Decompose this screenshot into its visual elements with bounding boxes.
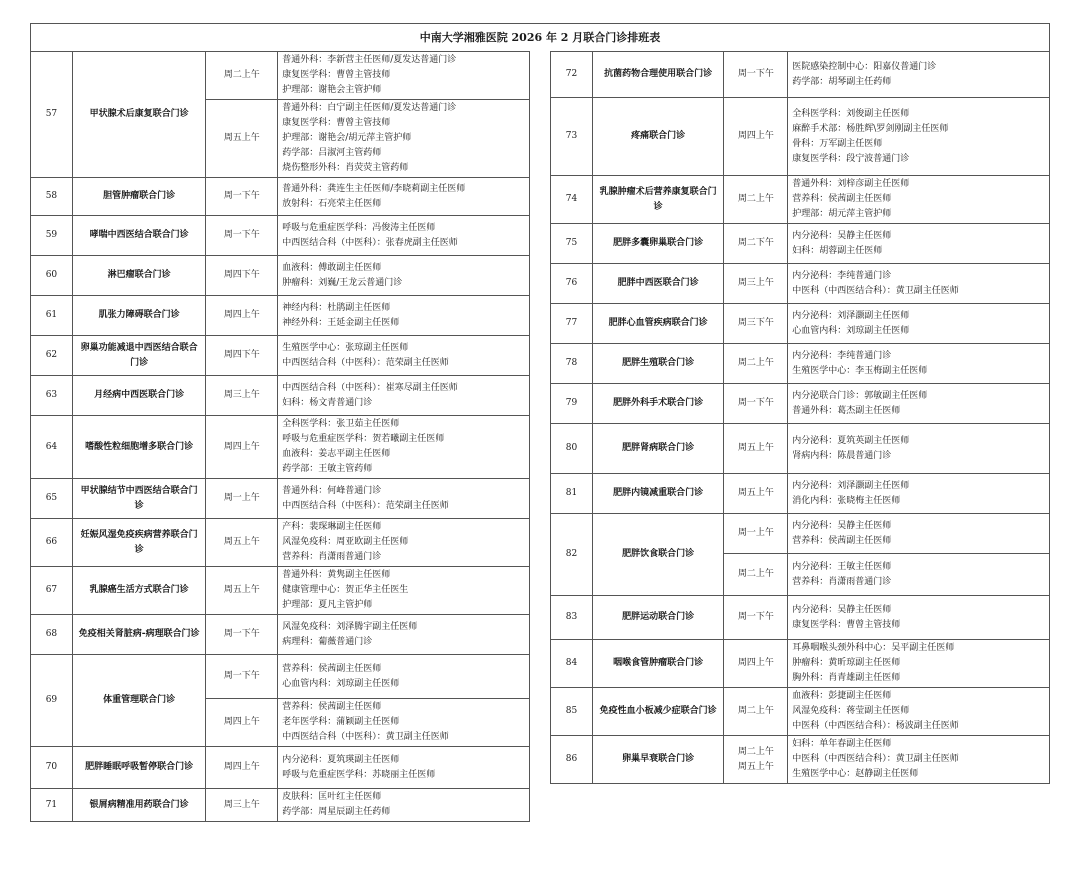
clinic-name: 肥胖多囊卵巢联合门诊 [592,224,724,264]
clinic-number: 67 [31,567,73,615]
doctor-line: 药学部：胡琴副主任药师 [792,76,892,87]
clinic-number: 79 [551,384,593,424]
clinic-doctors [788,688,1050,736]
table-row [551,176,1050,224]
clinic-time: 周三上午 [206,376,278,416]
doctor-line: 营养科：肖潇雨普通门诊 [792,576,892,587]
doctor-line: 中西医结合科（中医科）：范荣副主任医师 [282,357,449,368]
doctor-line: 全科医学科：张卫茹主任医师 [282,419,400,429]
doctor-line: 肾病内科：陈晨普通门诊 [792,450,892,461]
clinic-number: 84 [551,640,593,688]
doctor-line: 神经外科：王延金副主任医师 [282,317,400,328]
clinic-doctors [278,416,530,479]
clinic-time: 周四下午 [206,256,278,296]
clinic-number: 75 [551,224,593,264]
clinic-name: 肥胖心血管疾病联合门诊 [592,304,724,344]
doctor-line: 妇科：单年春副主任医师 [792,739,892,749]
doctor-line: 内分泌科：吴静主任医师 [792,230,892,241]
doctor-line: 营养科：肖潇雨普通门诊 [282,552,382,562]
doctor-line: 中西医结合科（中医科）：范荣副主任医师 [282,500,449,511]
schedule-table-left [30,51,530,822]
doctor-line: 营养科：侯茜副主任医师 [792,194,892,204]
table-row [551,514,1050,554]
doctor-line: 麻醉手术部：杨胜辉\罗剑刚副主任医师 [792,123,949,134]
doctor-line: 内分泌科：李纯普通门诊 [792,350,892,361]
clinic-time: 周二上午 [206,52,278,100]
clinic-name: 嗜酸性粒细胞增多联合门诊 [72,416,206,479]
clinic-doctors [788,224,1050,264]
clinic-doctors [278,567,530,615]
clinic-time: 周一下午 [206,178,278,216]
table-row [551,344,1050,384]
table-row [31,747,530,789]
doctor-line: 药学部：吕淑河主管药师 [282,148,382,158]
clinic-time: 周五上午 [206,519,278,567]
table-row [31,256,530,296]
clinic-time: 周一下午 [206,615,278,655]
doctor-line: 普通外科：刘梓彦副主任医师 [792,179,910,189]
clinic-time: 周四上午 [206,416,278,479]
clinic-name: 妊娠风湿免疫疾病营养联合门诊 [72,519,206,567]
clinic-number: 73 [551,98,593,176]
clinic-number: 68 [31,615,73,655]
clinic-doctors [278,747,530,789]
doctor-line: 血液科：彭捷副主任医师 [792,691,892,701]
doctor-line: 普通外科：龚连生主任医师/李晓莉副主任医师 [282,183,466,194]
doctor-line: 普通外科：葛杰副主任医师 [792,405,901,416]
doctor-line: 风湿免疫科：刘泽腾宇副主任医师 [282,621,418,632]
doctor-line: 产科：裴琛琳副主任医师 [282,522,382,532]
table-row [551,52,1050,98]
clinic-doctors [788,52,1050,98]
doctor-line: 放射科：石亮荣主任医师 [282,198,382,209]
doctor-line: 心血管内科：刘琼副主任医师 [282,678,400,689]
clinic-time: 周一下午 [206,655,278,699]
clinic-time: 周四下午 [206,336,278,376]
doctor-line: 普通外科：白宁副主任医师/夏发达普通门诊 [282,103,457,113]
clinic-number: 80 [551,424,593,474]
table-row [31,615,530,655]
clinic-name: 肥胖外科手术联合门诊 [592,384,724,424]
clinic-number: 63 [31,376,73,416]
clinic-time: 周五上午 [724,474,788,514]
clinic-time: 周三下午 [724,304,788,344]
clinic-time: 周二上午 周五上午 [724,736,788,784]
doctor-line: 血液科：傅敢副主任医师 [282,262,382,273]
doctor-line: 普通外科：黄隽副主任医师 [282,570,391,580]
clinic-number: 74 [551,176,593,224]
clinic-number: 64 [31,416,73,479]
clinic-name: 乳腺肿瘤术后营养康复联合门诊 [592,176,724,224]
table-row [551,640,1050,688]
clinic-name: 甲状腺结节中西医结合联合门诊 [72,479,206,519]
clinic-time: 周一下午 [724,384,788,424]
doctor-line: 营养科：侯茜副主任医师 [282,663,382,674]
doctor-line: 烧伤整形外科：肖荧荧主管药师 [282,163,409,173]
table-row [31,52,530,100]
clinic-time: 周四上午 [724,98,788,176]
clinic-time: 周四上午 [206,747,278,789]
table-row [551,424,1050,474]
clinic-doctors [788,474,1050,514]
clinic-doctors [788,264,1050,304]
doctor-line: 病理科：葡薇普通门诊 [282,636,373,647]
table-row [551,384,1050,424]
schedule-document [30,23,1050,822]
clinic-number: 72 [551,52,593,98]
doctor-line: 护理部：谢艳会/胡元萍主管护师 [282,133,412,143]
table-row [31,376,530,416]
schedule-table-right [550,51,1050,784]
doctor-line: 胸外科：肖青雄副主任医师 [792,673,901,683]
doctor-line: 护理部：夏凡主管护师 [282,600,373,610]
doctor-line: 普通外科：李新营主任医师/夏发达普通门诊 [282,55,457,65]
clinic-time: 周五上午 [724,424,788,474]
clinic-name: 体重管理联合门诊 [72,655,206,747]
doctor-line: 妇科：胡蓉副主任医师 [792,245,883,256]
table-row [31,296,530,336]
clinic-name: 抗菌药物合理使用联合门诊 [592,52,724,98]
doctor-line: 耳鼻咽喉头颈外科中心：吴平副主任医师 [792,643,955,653]
clinic-name: 乳腺癌生活方式联合门诊 [72,567,206,615]
doctor-line: 内分泌科：吴静主任医师 [792,604,892,615]
clinic-doctors [278,479,530,519]
clinic-name: 卵巢早衰联合门诊 [592,736,724,784]
table-row [31,178,530,216]
clinic-doctors [788,384,1050,424]
doctor-line: 消化内科：张晓梅主任医师 [792,495,901,506]
doctor-line: 呼吸与危重症医学科：冯俊涛主任医师 [282,222,436,233]
doctor-line: 药学部：王敏主管药师 [282,464,373,474]
doctor-line: 内分泌科：夏筑英副主任医师 [792,435,910,446]
clinic-doctors [788,736,1050,784]
doctor-line: 神经内科：杜鹃副主任医师 [282,302,391,313]
clinic-number: 65 [31,479,73,519]
doctor-line: 康复医学科：曹曾主管技师 [792,619,901,630]
clinic-name: 肥胖生殖联合门诊 [592,344,724,384]
doctor-line: 生殖医学中心：赵静副主任医师 [792,769,919,779]
clinic-number: 81 [551,474,593,514]
clinic-number: 76 [551,264,593,304]
table-row [31,567,530,615]
clinic-doctors [278,519,530,567]
clinic-doctors [788,424,1050,474]
clinic-doctors [788,304,1050,344]
clinic-name: 肥胖运动联合门诊 [592,596,724,640]
clinic-doctors [278,256,530,296]
clinic-time: 周一下午 [724,52,788,98]
doctor-line: 全科医学科：刘俊副主任医师 [792,108,910,119]
doctor-line: 医院感染控制中心：阳嘉仪普通门诊 [792,61,937,72]
doctor-line: 内分泌科：刘泽灏副主任医师 [792,480,910,491]
clinic-time: 周一下午 [206,216,278,256]
clinic-doctors [278,789,530,822]
clinic-number: 57 [31,52,73,178]
table-row [31,336,530,376]
table-row [551,736,1050,784]
doctor-line: 健康管理中心：贺正华主任医生 [282,585,409,595]
doctor-line: 生殖医学中心：张琼副主任医师 [282,342,409,353]
doctor-line: 中医科（中西医结合科）：黄卫副主任医师 [792,754,959,764]
doctor-line: 内分泌科：夏筑瑛副主任医师 [282,754,400,765]
doctor-line: 内分泌科：李纯普通门诊 [792,270,892,281]
clinic-name: 哮喘中西医结合联合门诊 [72,216,206,256]
clinic-number: 69 [31,655,73,747]
doctor-line: 中西医结合科（中医科）：张春虎副主任医师 [282,237,458,248]
doctor-line: 中医科（中西医结合科）：黄卫副主任医师 [792,285,959,296]
clinic-number: 61 [31,296,73,336]
doctor-line: 中医科（中西医结合科）：杨波副主任医师 [792,721,959,731]
clinic-time: 周二上午 [724,176,788,224]
doctor-line: 妇科：杨文青普通门诊 [282,397,373,408]
clinic-doctors [788,176,1050,224]
clinic-number: 85 [551,688,593,736]
clinic-name: 银屑病精准用药联合门诊 [72,789,206,822]
clinic-doctors [278,699,530,747]
clinic-name: 免疫相关肾脏病-病理联合门诊 [72,615,206,655]
clinic-number: 66 [31,519,73,567]
clinic-time: 周三上午 [724,264,788,304]
doctor-line: 康复医学科：曹曾主管技师 [282,70,391,80]
clinic-doctors [278,178,530,216]
clinic-number: 62 [31,336,73,376]
clinic-doctors [278,296,530,336]
doctor-line: 康复医学科：曹曾主管技师 [282,118,391,128]
clinic-doctors [788,640,1050,688]
clinic-doctors [788,514,1050,554]
clinic-name: 免疫性血小板减少症联合门诊 [592,688,724,736]
clinic-time: 周二上午 [724,554,788,596]
clinic-number: 71 [31,789,73,822]
clinic-number: 60 [31,256,73,296]
doctor-line: 内分泌科：王敏主任医师 [792,561,892,572]
doctor-line: 血液科：姜志平副主任医师 [282,449,391,459]
clinic-number: 77 [551,304,593,344]
clinic-number: 86 [551,736,593,784]
doctor-line: 呼吸与危重症医学科：苏晓丽主任医师 [282,769,436,780]
doctor-line: 呼吸与危重症医学科：贺若曦副主任医师 [282,434,445,444]
doctor-line: 中西医结合科（中医科）：黄卫副主任医师 [282,732,449,742]
clinic-name: 咽喉食管肿瘤联合门诊 [592,640,724,688]
table-row [31,479,530,519]
clinic-doctors [278,100,530,178]
doctor-line: 骨科：万军副主任医师 [792,138,883,149]
clinic-number: 78 [551,344,593,384]
table-row [551,98,1050,176]
table-row [31,789,530,822]
clinic-time: 周二上午 [724,688,788,736]
doctor-line: 皮肤科：匡叶红主任医师 [282,792,382,802]
clinic-time: 周一上午 [724,514,788,554]
doctor-line: 心血管内科：刘琼副主任医师 [792,325,910,336]
clinic-number: 83 [551,596,593,640]
clinic-name: 肌张力障碍联合门诊 [72,296,206,336]
doctor-line: 护理部：胡元萍主管护师 [792,209,892,219]
table-row [551,304,1050,344]
table-row [551,474,1050,514]
clinic-time: 周五上午 [206,100,278,178]
doctor-line: 康复医学科：段宁波普通门诊 [792,153,910,164]
clinic-name: 肥胖睡眠呼吸暂停联合门诊 [72,747,206,789]
clinic-name: 疼痛联合门诊 [592,98,724,176]
clinic-doctors [788,344,1050,384]
schedule-title: 中南大学湘雅医院 2026 年 2 月联合门诊排班表 [30,23,1050,51]
table-row [551,596,1050,640]
clinic-doctors [278,655,530,699]
clinic-name: 月经病中西医联合门诊 [72,376,206,416]
table-row [551,224,1050,264]
table-row [31,655,530,699]
clinic-time: 周四上午 [206,699,278,747]
table-row [551,688,1050,736]
clinic-doctors [788,98,1050,176]
doctor-line: 生殖医学中心：李玉梅副主任医师 [792,365,928,376]
doctor-line: 营养科：侯茜副主任医师 [792,535,892,546]
clinic-time: 周三上午 [206,789,278,822]
clinic-name: 胆管肿瘤联合门诊 [72,178,206,216]
table-row [31,519,530,567]
doctor-line: 肿瘤科：黄昕琼副主任医师 [792,658,901,668]
clinic-name: 肥胖肾病联合门诊 [592,424,724,474]
clinic-doctors [278,52,530,100]
clinic-time: 周一下午 [724,596,788,640]
clinic-name: 肥胖内镜减重联合门诊 [592,474,724,514]
doctor-line: 内分泌科：刘泽灏副主任医师 [792,310,910,321]
clinic-name: 肥胖饮食联合门诊 [592,514,724,596]
doctor-line: 中西医结合科（中医科）：崔寒尽副主任医师 [282,382,458,393]
clinic-time: 周四上午 [206,296,278,336]
clinic-number: 82 [551,514,593,596]
table-row [31,416,530,479]
doctor-line: 药学部：周星辰副主任药师 [282,807,391,817]
clinic-name: 肥胖中西医联合门诊 [592,264,724,304]
doctor-line: 普通外科：何峰普通门诊 [282,485,382,496]
clinic-number: 59 [31,216,73,256]
clinic-number: 58 [31,178,73,216]
doctor-line: 风湿免疫科：周亚欧副主任医师 [282,537,409,547]
doctor-line: 内分泌联合门诊：郭敏副主任医师 [792,390,928,401]
clinic-time: 周四上午 [724,640,788,688]
table-row [551,264,1050,304]
clinic-time: 周二下午 [724,224,788,264]
clinic-doctors [278,216,530,256]
doctor-line: 风湿免疫科：蒋莹副主任医师 [792,706,910,716]
clinic-time: 周二上午 [724,344,788,384]
doctor-line: 老年医学科：蒲颖副主任医师 [282,717,400,727]
table-row [31,216,530,256]
clinic-name: 淋巴瘤联合门诊 [72,256,206,296]
clinic-time: 周一上午 [206,479,278,519]
clinic-time: 周五上午 [206,567,278,615]
clinic-number: 70 [31,747,73,789]
clinic-name: 卵巢功能减退中西医结合联合门诊 [72,336,206,376]
doctor-line: 内分泌科：吴静主任医师 [792,520,892,531]
clinic-doctors [278,336,530,376]
doctor-line: 营养科：侯茜副主任医师 [282,702,382,712]
clinic-doctors [788,554,1050,596]
clinic-doctors [278,376,530,416]
clinic-name: 甲状腺术后康复联合门诊 [72,52,206,178]
clinic-doctors [278,615,530,655]
doctor-line: 肿瘤科：刘巍/王龙云普通门诊 [282,277,403,288]
doctor-line: 护理部：谢艳会主管护师 [282,85,382,95]
clinic-doctors [788,596,1050,640]
